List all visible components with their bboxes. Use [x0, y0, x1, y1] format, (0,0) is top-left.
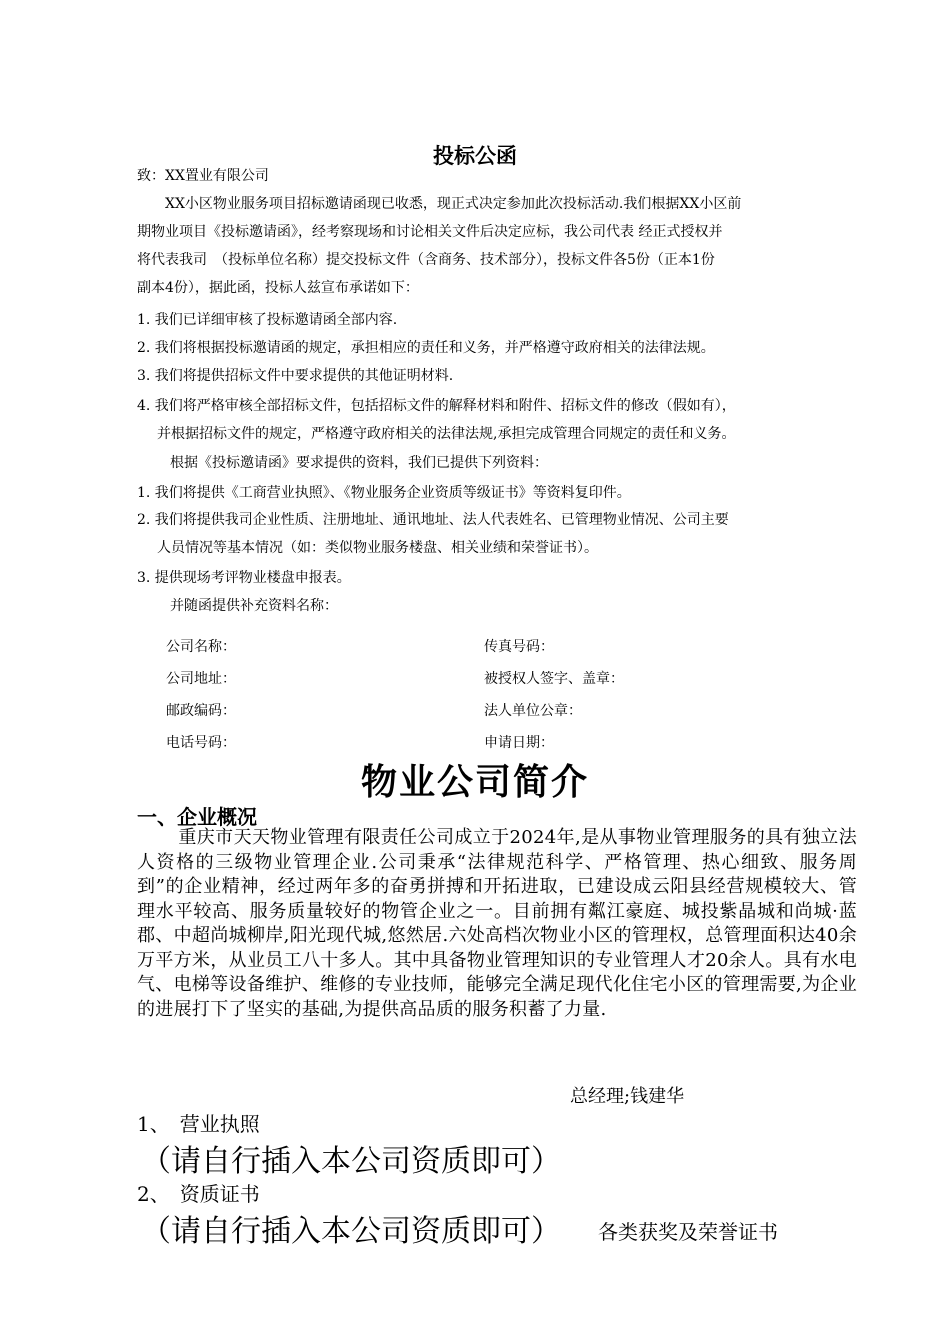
- profile-title: 物业公司简介: [360, 761, 589, 803]
- letter-title: 投标公函: [433, 143, 517, 168]
- qualification-heading: 2、 资质证书: [137, 1182, 260, 1206]
- awards-certificates-label: 各类获奖及荣誉证书: [598, 1220, 778, 1244]
- company-address-field: 公司地址：: [166, 671, 236, 687]
- authorized-signature-field: 被授权人签字、盖章：: [484, 671, 624, 687]
- materials-intro: 根据《投标邀请函》要求提供的资料，我们已提供下列资料：: [170, 455, 548, 471]
- material-item-2-cont: 人员情况等基本情况（如：类似物业服务楼盘、相关业绩和荣誉证书）。: [157, 540, 598, 556]
- material-item-3: 3. 提供现场考评物业楼盘申报表。: [137, 570, 351, 586]
- promise-item-1: 1. 我们已详细审核了投标邀请函全部内容.: [137, 312, 398, 328]
- promise-item-4-cont: 并根据招标文件的规定，严格遵守政府相关的法律法规,承担完成管理合同规定的责任和义务。: [157, 426, 736, 442]
- section-heading: 一、企业概况: [137, 805, 257, 829]
- qualification-placeholder: （请自行插入本公司资质即可）: [141, 1214, 561, 1249]
- intro-line-4: 副本4份），据此函，投标人兹宣布承诺如下：: [137, 280, 419, 296]
- intro-line-1: XX小区物业服务项目招标邀请函现已收悉，现正式决定参加此次投标活动.我们根据XX小区前: [165, 196, 742, 212]
- material-item-2: 2. 我们将提供我司企业性质、注册地址、通讯地址、法人代表姓名、已管理物业情况、公司主要: [137, 512, 729, 528]
- application-date-field: 申请日期：: [484, 735, 554, 751]
- letter-recipient: 致：XX置业有限公司: [137, 168, 269, 184]
- postal-code-field: 邮政编码：: [166, 703, 236, 719]
- promise-item-4: 4. 我们将严格审核全部招标文件，包括招标文件的解释材料和附件、招标文件的修改（假如有），: [137, 398, 736, 414]
- business-license-heading: 1、 营业执照: [137, 1112, 260, 1136]
- supplement-label: 并随函提供补充资料名称：: [170, 598, 338, 614]
- intro-line-3: 将代表我司 （投标单位名称）提交投标文件（含商务、技术部分），投标文件各5份（正本1份: [137, 252, 715, 268]
- promise-item-2: 2. 我们将根据投标邀请函的规定，承担相应的责任和义务，并严格遵守政府相关的法律法规。: [137, 340, 715, 356]
- phone-number-field: 电话号码：: [166, 735, 236, 751]
- material-item-1: 1. 我们将提供《工商营业执照》、《物业服务企业资质等级证书》等资料复印件。: [137, 485, 631, 501]
- company-overview-paragraph: 重庆市天天物业管理有限责任公司成立于2024年,是从事物业管理服务的具有独立法人资格的三级物业管理企业.公司秉承“法律规范科学、严格管理、热心细致、服务周到”的企业精神，经过两年多的奋勇拼搏和开拓进取，已建设成云阳县经营规模较大、管理水平较高、服务质量较好的物管企业之一。目前拥有粼江豪庭、城投紫晶城和尚城·蓝郡、中超尚城柳岸,阳光现代城,悠然居.六处高档次物业小区的管理权，总管理面积达40余万平方米，从业员工八十多人。其中具备物业管理知识的专业管理人才20余人。具有水电气、电梯等设备维护、维修的专业技师，能够完全满足现代化住宅小区的管理需要,为企业的进展打下了坚实的基础,为提供高品质的服务积蓄了力量.: [137, 827, 857, 1020]
- intro-line-2: 期物业项目《投标邀请函》，经考察现场和讨论相关文件后决定应标，我公司代表 经正式授权并: [137, 224, 723, 240]
- company-name-field: 公司名称：: [166, 639, 236, 655]
- legal-seal-field: 法人单位公章：: [484, 703, 582, 719]
- promise-item-3: 3. 我们将提供招标文件中要求提供的其他证明材料.: [137, 368, 454, 384]
- business-license-placeholder: （请自行插入本公司资质即可）: [141, 1144, 561, 1179]
- manager-signature: 总经理;钱建华: [570, 1086, 685, 1107]
- fax-number-field: 传真号码：: [484, 639, 554, 655]
